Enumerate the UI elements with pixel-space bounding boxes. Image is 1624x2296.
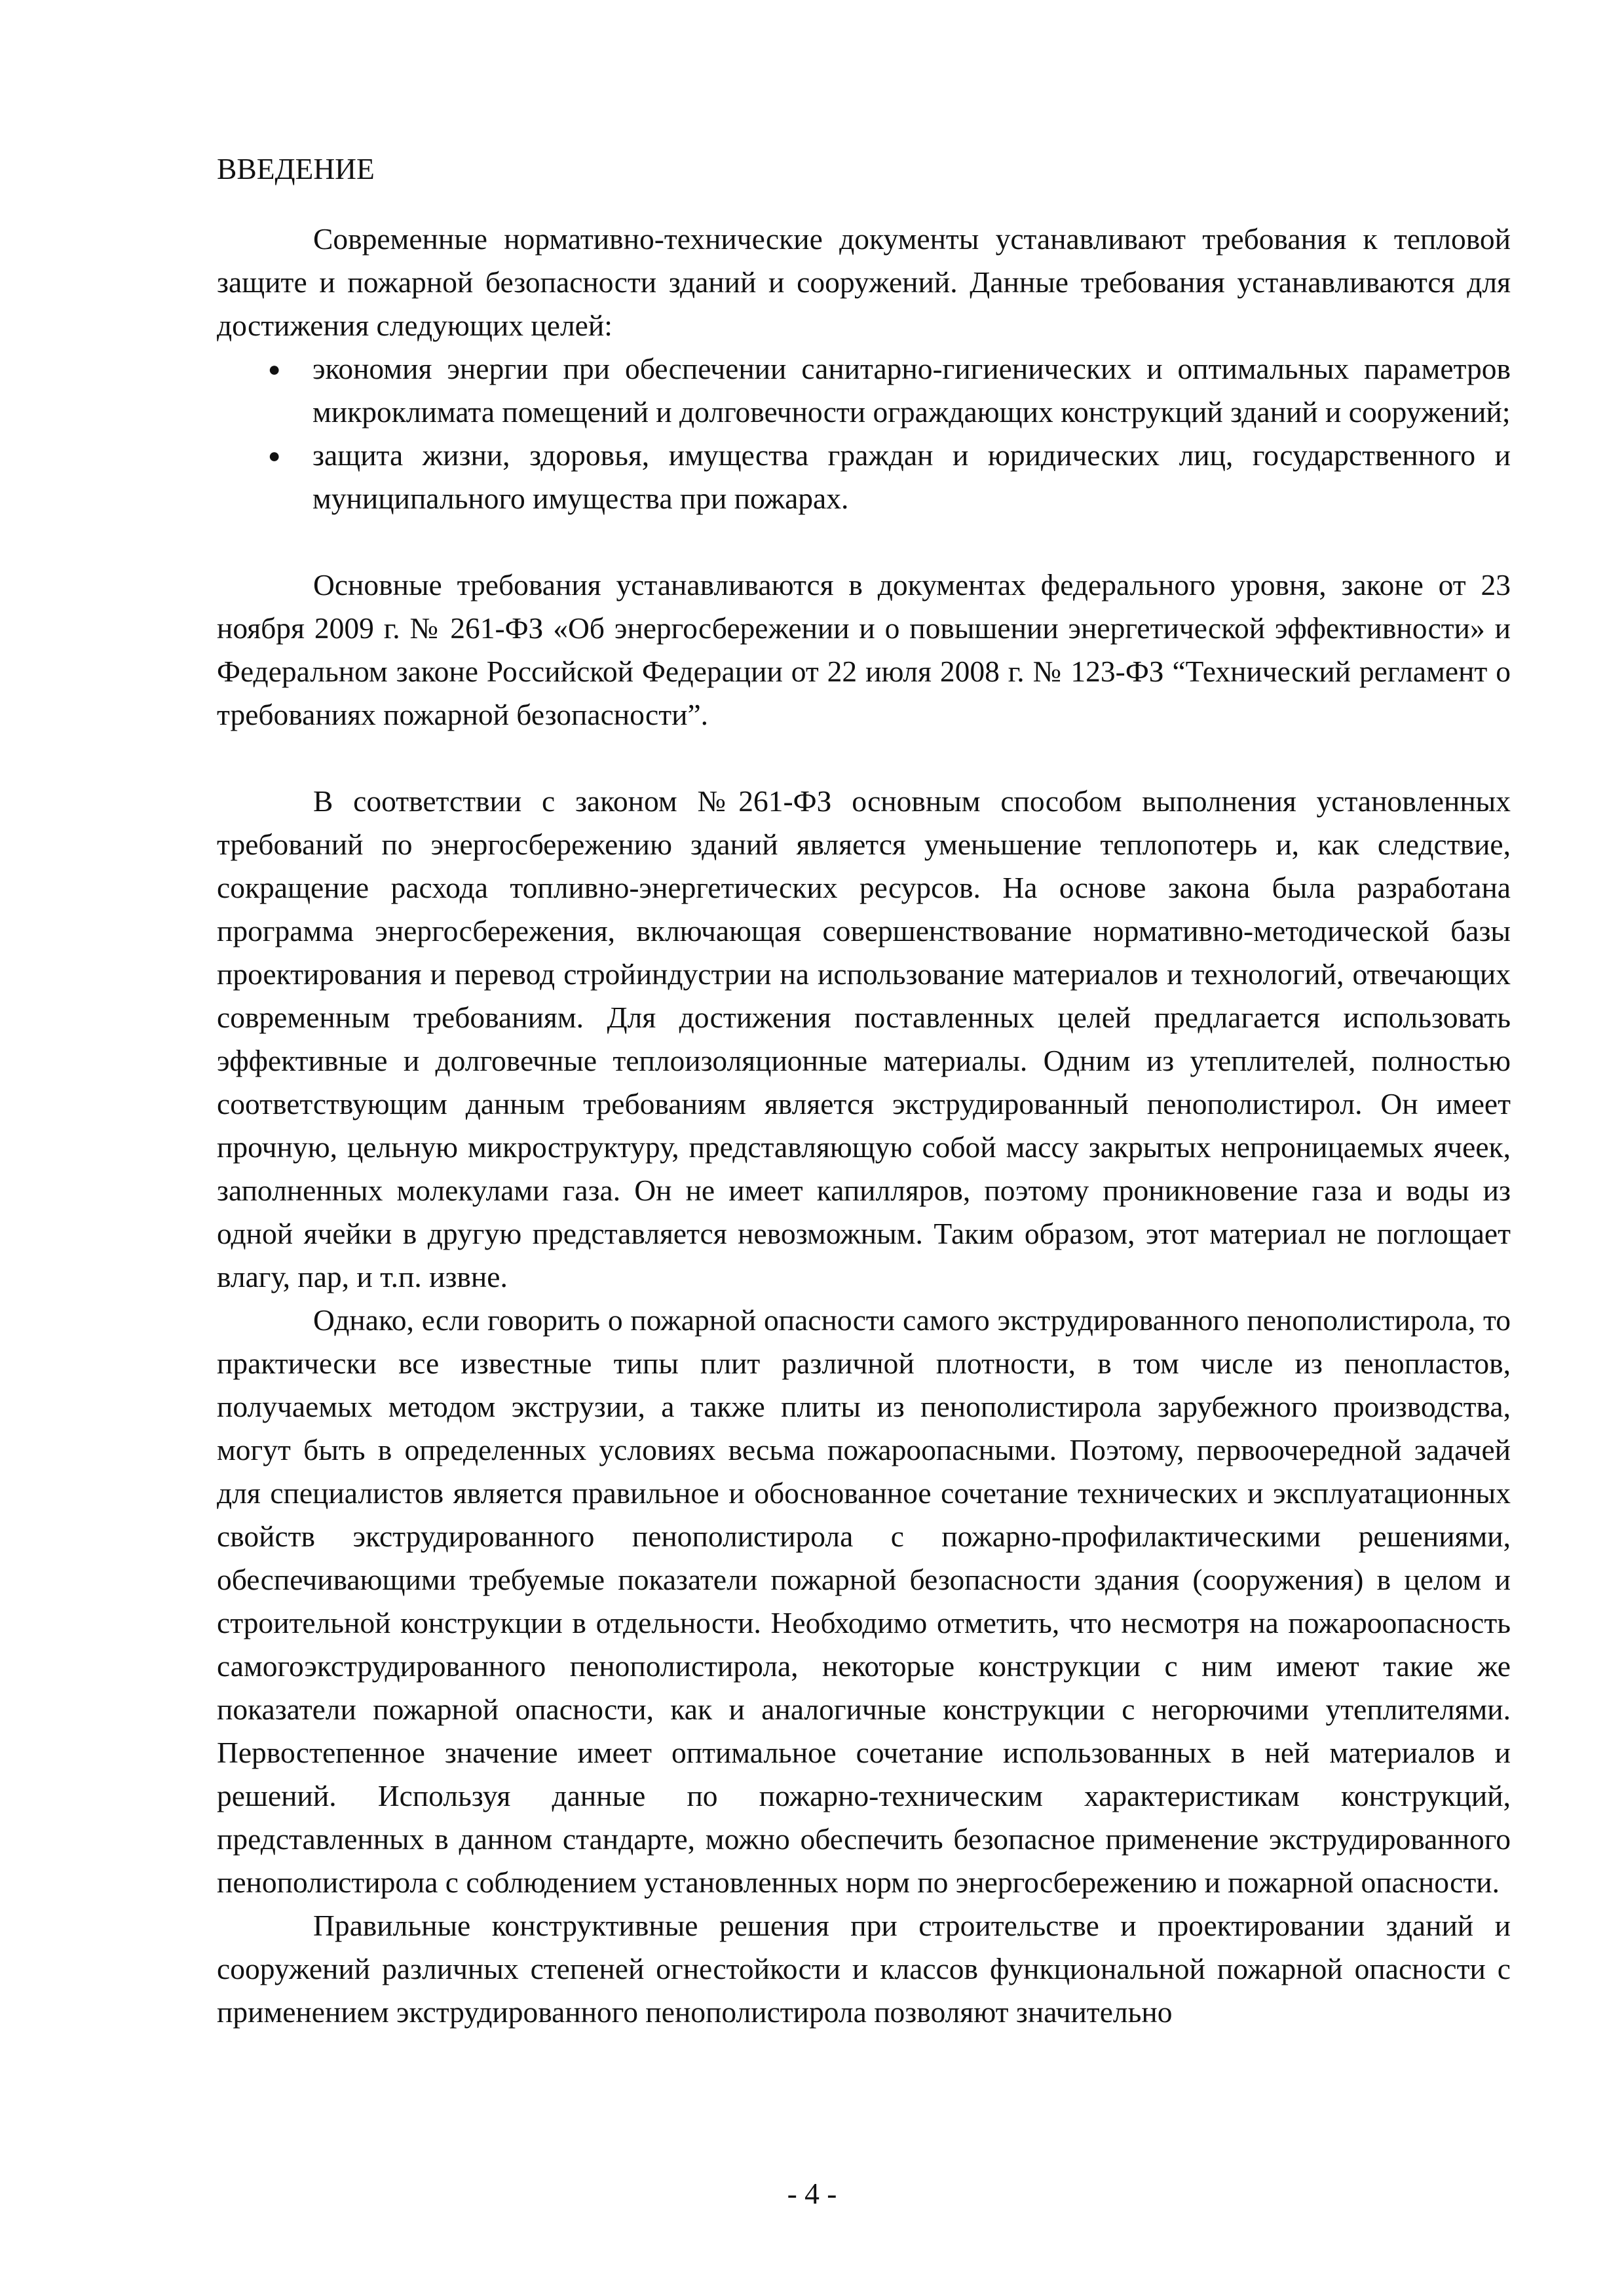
bullet-icon: ● — [268, 444, 281, 467]
body-paragraph: Основные требования устанавливаются в документах федерального уровня, законе от 23 ноября 2009 г. № 261-ФЗ «Об энергосбережении и о повышении энергетической эффективности» и Федеральном законе Российской Федерации от 22 июля 2008 г. № 123-ФЗ “Технический регламент о требованиях пожарной безопасности”. — [217, 568, 1511, 731]
paragraph-spacer — [217, 737, 1511, 780]
list-item — [217, 434, 1511, 520]
list-item-text: экономия энергии при обеспечении санитарно-гигиенических и оптимальных параметров микроклимата помещений и долговечности ограждающих конструкций зданий и сооружений; — [312, 352, 1511, 429]
body-paragraph: Однако, если говорить о пожарной опасности самого экструдированного пенополистирола, то практически все известные типы плит различной плотности, в том числе из пенопластов, получаемых методом экструзии, а также плиты из пенополистирола зарубежного производства, могут быть в определенных условиях весьма пожароопасными. Поэтому, первоочередной задачей для специалистов является правильное и обоснованное сочетание технических и эксплуатационных свойств экструдированного пенополистирола с пожарно-профилактическими решениями, обеспечивающими требуемые показатели пожарной безопасности здания (сооружения) в целом и строительной конструкции в отдельности. Необходимо отметить, что несмотря на пожароопасность самогоэкструдированного пенополистирола, некоторые конструкции с ним имеют такие же показатели пожарной опасности, как и аналогичные конструкции с негорючими утеплителями. Первостепенное значение имеет оптимальное сочетание использованных в ней материалов и решений. Используя данные по пожарно-техническим характеристикам конструкций, представленных в данном стандарте, можно обеспечить безопасное применение экструдированного пенополистирола с соблюдением установленных норм по энергосбережению и пожарной опасности. — [217, 1303, 1511, 1899]
page-number: - 4 - — [787, 2177, 837, 2210]
body-paragraph: В соответствии с законом №261-ФЗ основным способом выполнения установленных требований по энергосбережению зданий является уменьшение теплопотерь и, как следствие, сокращение расхода топливно-энергетических ресурсов. На основе закона была разработана программа энергосбережения, включающая совершенствование нормативно-методической базы проектирования и перевод стройиндустрии на использование материалов и технологий, отвечающих современным требованиям. Для достижения поставленных целей предлагается использовать эффективные и долговечные теплоизоляционные материалы. Одним из утеплителей, полностью соответствующим данным требованиям является экструдированный пенополистирол. Он имеет прочную, цельную микроструктуру, представляющую собой массу закрытых непроницаемых ячеек, заполненных молекулами газа. Он не имеет капилляров, поэтому проникновение газа и воды из одной ячейки в другую представляется невозможным. Таким образом, этот материал не поглощает влагу, пар, и т.п. извне. — [217, 784, 1511, 1293]
bullet-icon: ● — [268, 357, 281, 381]
intro-paragraph: Современные нормативно-технические документы устанавливают требования к тепловой защите и пожарной безопасности зданий и сооружений. Данные требования устанавливаются для достижения следующих целей: — [217, 222, 1511, 342]
document-page — [217, 147, 1511, 2034]
body-paragraph: Правильные конструктивные решения при строительстве и проектировании зданий и сооружений различных степеней огнестойкости и классов функциональной пожарной опасности с применением экструдированного пенополистирола позволяют значительно — [217, 1909, 1511, 2029]
goals-list — [217, 347, 1511, 520]
section-heading: ВВЕДЕНИЕ — [217, 152, 375, 185]
list-item — [217, 347, 1511, 434]
paragraph-spacer — [217, 520, 1511, 564]
list-item-text: защита жизни, здоровья, имущества граждан и юридических лиц, государственного и муниципального имущества при пожарах. — [312, 438, 1511, 515]
